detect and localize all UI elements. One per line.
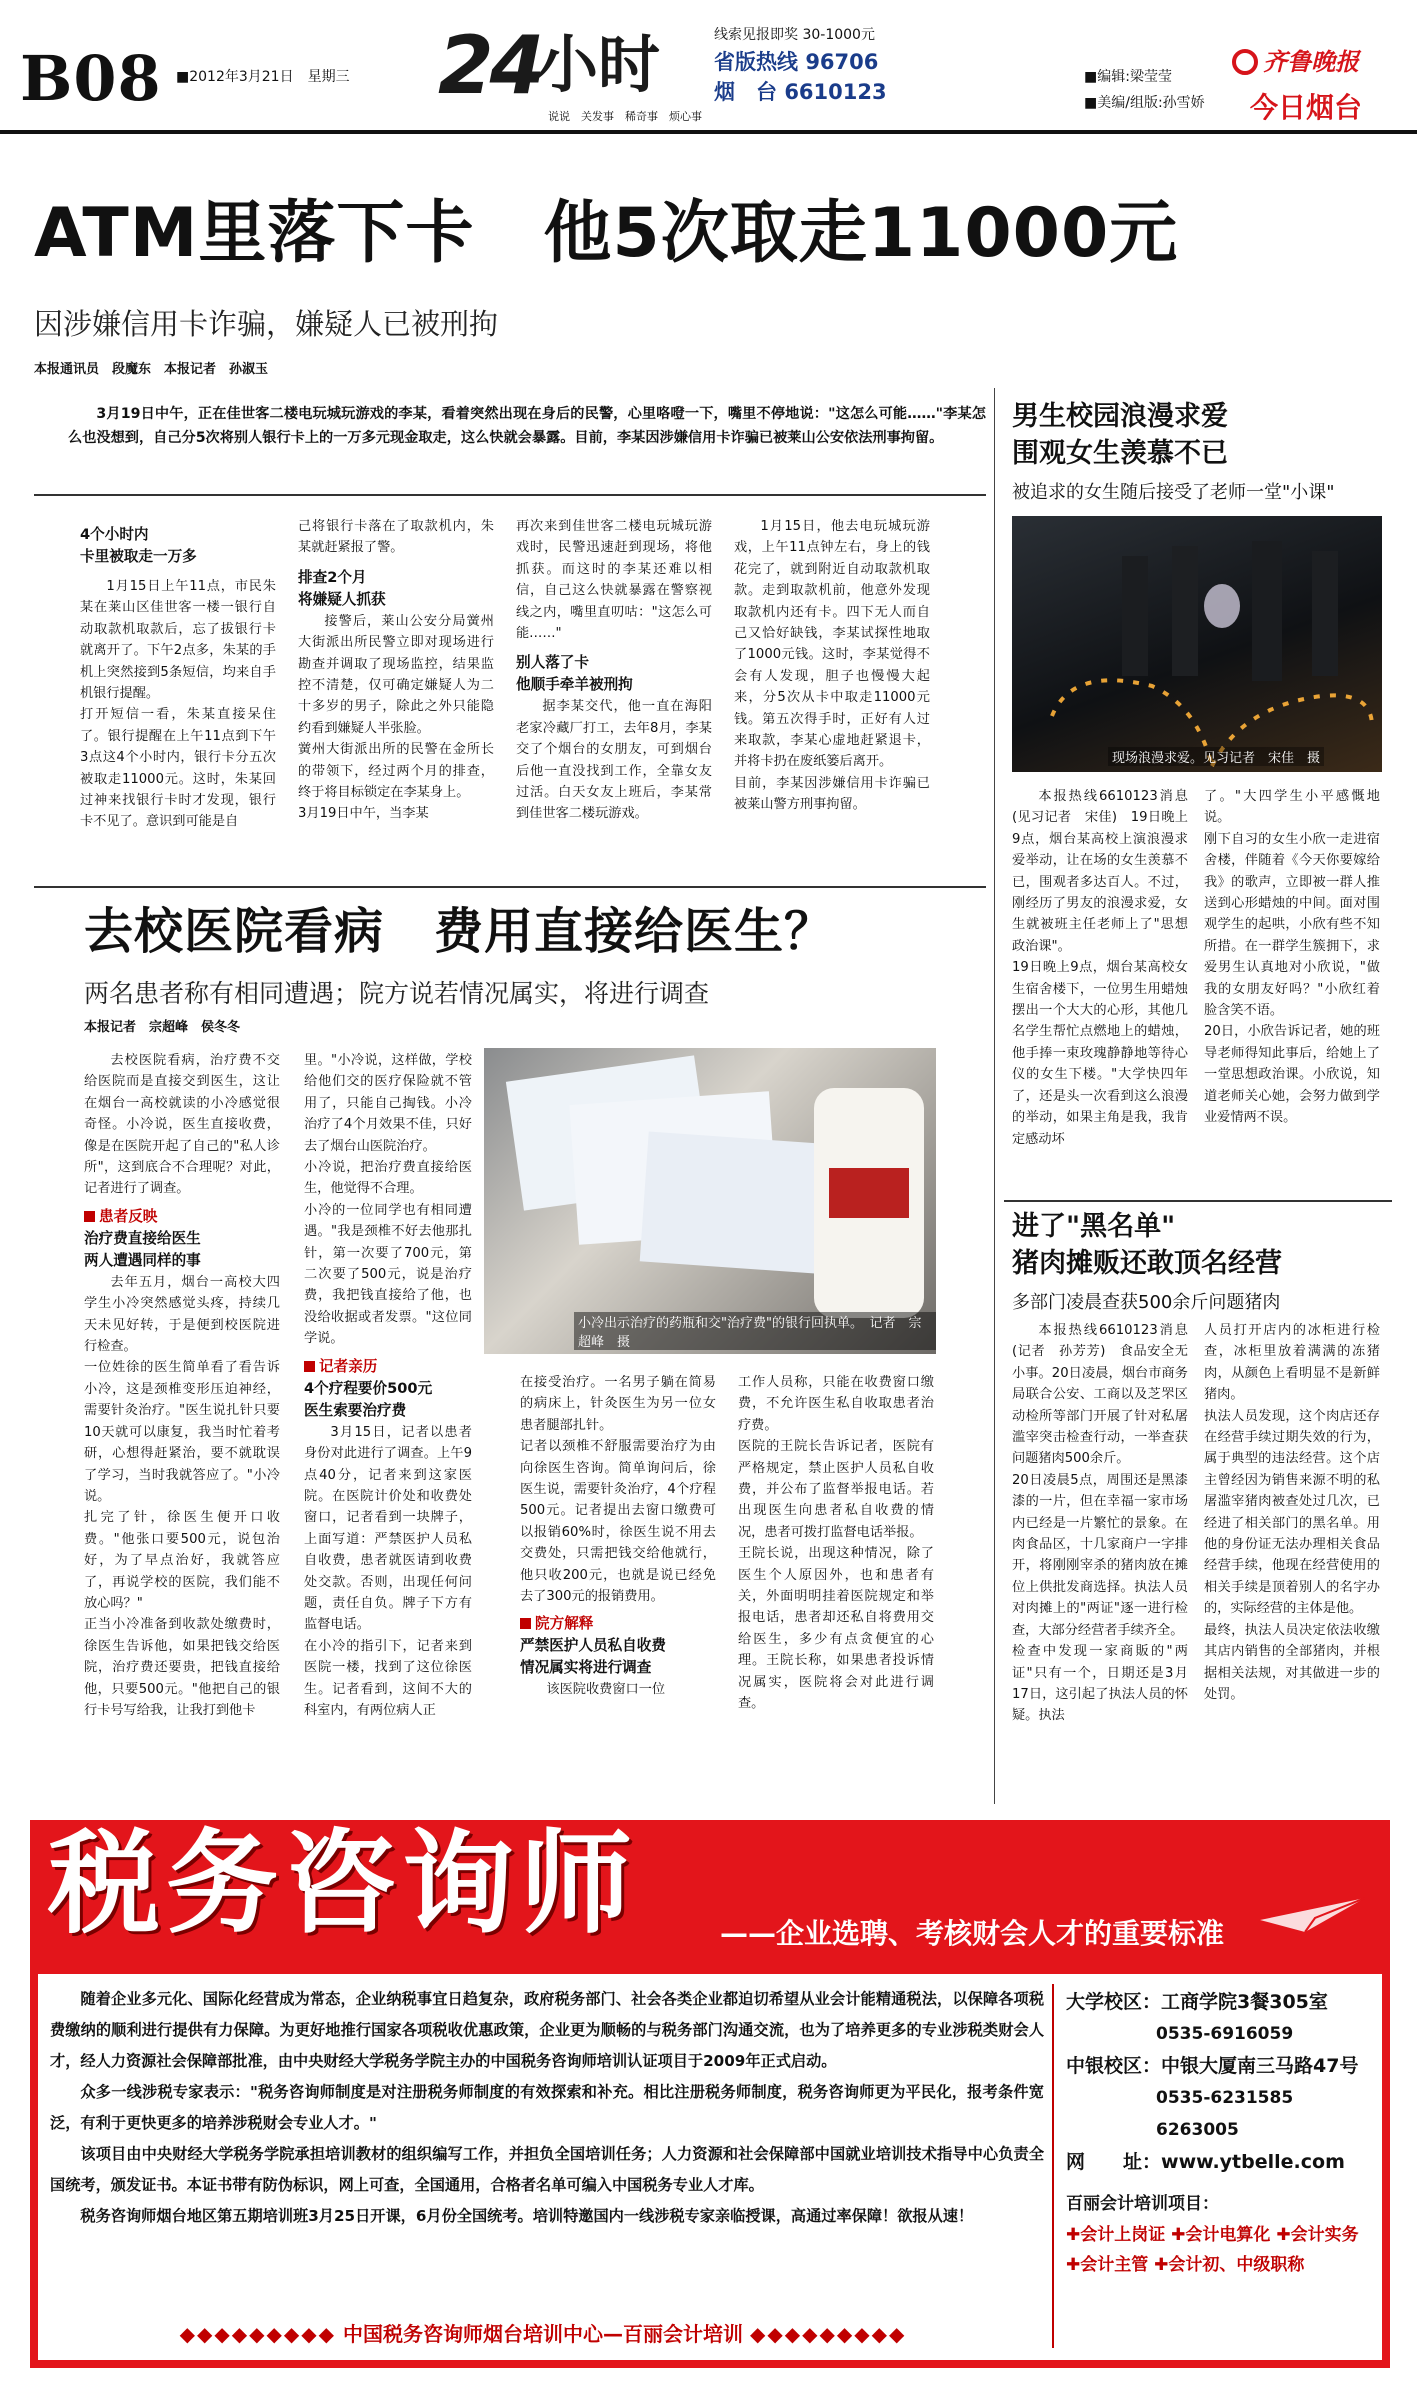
article4-col-4 xyxy=(738,1372,934,1802)
ad-contact-divider xyxy=(1052,1984,1054,2348)
article3-subhead: 多部门凌晨查获500余斤问题猪肉 xyxy=(1012,1292,1281,1313)
campus-2-phone: 0535-6231585 6263005 xyxy=(1156,2088,1294,2140)
projects-list xyxy=(1066,2220,1376,2280)
article1-lead-rule xyxy=(34,494,986,496)
ad-frame xyxy=(30,1820,1390,2368)
paper-logo-icon xyxy=(1232,49,1258,75)
section-logo xyxy=(438,20,708,124)
article2-col-2-text: 了。"大四学生小平感慨地说。 刚下自习的女生小欣一走进宿舍楼，伴随着《今天你要嫁给我》的歌声，立即被一群人推送到心形蜡烛的中间。面对围观学生的起哄，小欣有些不知所措。在一群学生簇拥下，求爱男生认真地对小欣说，"做我的女朋友好吗？"小欣红着脸含笑不语。 20日，小欣告诉记者，她的班导老师得知此事后，给她上了一堂思想政治课。小欣说，知道老师关心她，会努力做到学业爱情两不误。 xyxy=(1204,789,1380,1126)
candle-heart-image xyxy=(1012,516,1382,772)
masthead-rule xyxy=(0,130,1417,134)
hotline-1 xyxy=(714,46,878,76)
edition-name: 今日烟台 xyxy=(1250,91,1363,124)
page-number: B08 xyxy=(20,42,162,115)
ad-text xyxy=(50,1984,1044,2232)
article4-headline: 去校医院看病 费用直接给医生？ xyxy=(84,903,835,960)
campus-1-phone: 0535-6916059 xyxy=(1156,2024,1294,2044)
project-item: ✚会计实务 xyxy=(1276,2225,1359,2245)
masthead xyxy=(0,0,1417,134)
article1-col-2 xyxy=(298,516,494,876)
editor-credit: ■编辑:梁莹莹 xyxy=(1084,69,1172,85)
campus-1-address: 工商学院3餐305室 xyxy=(1161,1991,1328,2013)
issue-date: ■2012年3月21日 星期三 xyxy=(176,69,350,85)
ad-paragraph-4: 税务咨询师烟台地区第五期培训班3月25日开课，6月份全国统考。培训特邀国内一线涉税专家亲临授课，高通过率保障！欲报从速！ xyxy=(80,2207,974,2225)
reward-note: 线索见报即奖 30-1000元 xyxy=(714,27,875,43)
hotline-2-label: 烟 台 xyxy=(714,80,777,104)
article2-photo xyxy=(1012,516,1382,772)
receipts-image xyxy=(484,1048,936,1354)
logo-text: 小时 xyxy=(536,28,661,101)
project-item: ✚会计主管 xyxy=(1066,2255,1149,2275)
article4-byline: 本报记者 宗超峰 侯冬冬 xyxy=(84,1020,241,1035)
article4-col-3-text-b: 该医院收费窗口一位 xyxy=(546,1682,666,1698)
ad-title: 税务咨询师 xyxy=(48,1818,638,1949)
projects-title: 百丽会计培训项目： xyxy=(1066,2194,1219,2214)
hotline-2 xyxy=(714,76,887,106)
ad-footer-dots-left: ◆◆◆◆◆◆◆◆◆ xyxy=(179,2322,337,2346)
article3-headline: 进了"黑名单" 猪肉摊贩还敢顶名经营 xyxy=(1012,1211,1282,1279)
ad-paragraph-2: 众多一线涉税专家表示："税务咨询师制度是对注册税务师制度的有效探索和补充。相比注册税务师制度，税务咨询师更为平民化，报考条件宽泛，有利于更快更多的培养涉税财会专业人才。" xyxy=(50,2083,1044,2132)
campus-1 xyxy=(1066,1986,1376,2018)
article1-headline: ATM里落下卡 他5次取走11000元 xyxy=(34,194,1179,273)
article1-bottom-rule xyxy=(34,886,986,888)
article3-col-2-text: 人员打开店内的冰柜进行检查，冰柜里放着满满的冻猪肉，从颜色上看明显不是新鲜猪肉。 执法人员发现，这个肉店还存在经营手续过期失效的行为，属于典型的违法经营。这个店主曾经因为销售来源不明的私屠滥宰猪肉被查处过几次，已经进了相关部门的黑名单。用他的身份证无法办理相关食品经营手续，他现在经营使用的相关手续是顶着别人的名字办的，实际经营的主体是他。 最终，执法人员决定依法收缴其店内销售的全部猪肉，并根据相关法规，对其做进一步的处罚。 xyxy=(1204,1323,1380,1702)
article3-col-1-text: 本报热线6610123消息(记者 孙芳芳) 食品安全无小事。20日凌晨，烟台市商务局联合公安、工商以及芝罘区动检所等部门开展了针对私屠滥宰突击检查行动，一举查获问题猪肉500余斤。 20日凌晨5点，周围还是黑漆漆的一片，但在幸福一家市场内已经是一片繁忙的景象。在肉食品区，十几家商户一字排开，将刚刚宰杀的猪肉放在摊位上供批发商选择。执法人员对肉摊上的"两证"逐一进行检查，大部分经营者手续齐全。 检查中发现一家商販的"两证"只有一个，日期还是3月17日，这引起了执法人员的怀疑。执法 xyxy=(1012,1323,1188,1724)
designer-credit: ■美编/组版:孙雪娇 xyxy=(1084,95,1205,111)
article4-tag-2: 记者亲历 xyxy=(304,1356,472,1378)
ad-body xyxy=(38,1974,1382,2360)
ad-contact-panel xyxy=(1066,1986,1376,2280)
article1-lead xyxy=(68,402,986,450)
article4-photo-caption: 小冷出示治疗的药瓶和交"治疗费"的银行回执单。 记者 宗超峰 摄 xyxy=(574,1312,936,1350)
article4-subhead-1: 治疗费直接给医生 两人遭遇同样的事 xyxy=(84,1229,201,1269)
article1-col-4-text: 1月15日，他去电玩城玩游戏，上午11点钟左右，身上的钱花完了，就到附近自动取款机取款。走到取款机前，他意外发现取款机内还有卡。四下无人而自己又恰好缺钱，李某试探性地取了1000元钱。这时，李某觉得不会有人发现，胆子也慢慢大起来，分5次从卡中取走11000元钱。第五次得手时，正好有人过来取款，李某心虚地赶紧退卡，并将卡扔在废纸篓后离开。 目前，李某因涉嫌信用卡诈骗已被莱山警方刑事拘留。 xyxy=(734,519,930,813)
article1-subhead: 因涉嫌信用卡诈骗，嫌疑人已被刑拘 xyxy=(34,307,499,341)
ad-paragraph-1: 随着企业多元化、国际化经营成为常态，企业纳税事宜日趋复杂，政府税务部门、社会各类企业都迫切希望从业会计能精通税法，以保障各项税费缴纳的顺利进行提供有力保障。为更好地推行国家各项税收优惠政策，企业更为顺畅的与税务部门沟通交流，也为了培养更多的专业涉税类财会人才，经人力资源社会保障部批准，由中央财经大学税务学院主办的中国税务咨询师培训认证项目于2009年正式启动。 xyxy=(50,1990,1044,2070)
hotline-2-number: 6610123 xyxy=(784,80,887,104)
article4-col-3 xyxy=(520,1372,716,1802)
logo-number: 24 xyxy=(438,19,542,112)
article3-col-1 xyxy=(1012,1320,1188,1802)
article1-col-3-text: 据李某交代，他一直在海阳老家冷藏厂打工，去年8月，李某交了个烟台的女朋友，可到烟台后他一直没找到工作，全靠女友过活。白天女友上班后，李某常到佳世客二楼玩游戏。 xyxy=(516,699,712,822)
article4-subhead-3: 严禁医护人员私自收费 情况属实将进行调查 xyxy=(520,1637,666,1677)
paper-logo xyxy=(1232,42,1359,77)
article2-photo-caption: 现场浪漫求爱。见习记者 宋佳 摄 xyxy=(1108,747,1324,766)
hotline-1-label: 省版热线 xyxy=(714,50,798,74)
project-item: ✚会计电算化 xyxy=(1171,2225,1271,2245)
article1-col-2-cont: 己将银行卡落在了取款机内，朱某就赶紧报了警。 xyxy=(298,519,494,556)
ad-footer-text: 中国税务咨询师烟台培训中心—百丽会计培训 xyxy=(343,2322,743,2346)
article1-subhead-1: 4个小时内 卡里被取走一万多 xyxy=(80,526,197,565)
project-item: ✚会计上岗证 xyxy=(1066,2225,1166,2245)
article4-subhead: 两名患者称有相同遭遇；院方说若情况属实，将进行调查 xyxy=(84,979,710,1008)
website xyxy=(1066,2146,1376,2178)
article1-byline: 本报通讯员 段魔东 本报记者 孙淑玉 xyxy=(34,362,269,377)
article4-subhead-2: 4个疗程要价500元 医生索要治疗费 xyxy=(304,1379,433,1419)
article4-col-1-intro: 去校医院看病，治疗费不交给医院而是直接交到医生，这让在烟台一高校就读的小冷感觉很奇怪。小冷说，医生直接收费，像是在医院开起了自己的"私人诊所"，这到底合不合理呢？对此，记者进行了调查。 xyxy=(84,1053,280,1197)
article1-col-3-cont: 再次来到佳世客二楼电玩城玩游戏时，民警迅速赶到现场，将他抓获。而这时的李某还难以相信，自己这么快就暴露在警察视线之内，嘴里直叨咕："这怎么可能……" xyxy=(516,519,712,642)
article2-headline: 男生校园浪漫求爱 围观女生羡慕不已 xyxy=(1012,401,1228,469)
website-url[interactable]: www.ytbelle.com xyxy=(1161,2151,1345,2173)
ad-slogan: ——企业选聘、考核财会人才的重要标准 xyxy=(720,1917,1225,1950)
article4-col-3-text: 在接受治疗。一名男子躺在简易的病床上，针灸医生为另一位女患者腿部扎针。 记者以颈椎不舒服需要治疗为由向徐医生咨询。简单询问后，徐医生说，需要针灸治疗，4个疗程500元。记者提出去窗口缴费可以报销60%时，徐医生说不用去交费处，只需把钱交给他就行，他只收200元，也就是说已经免去了300元的报销费用。 xyxy=(520,1375,716,1605)
project-item: ✚会计初、中级职称 xyxy=(1154,2255,1305,2275)
ad-footer-dots-right: ◆◆◆◆◆◆◆◆◆ xyxy=(749,2322,907,2346)
ad-paragraph-3: 该项目由中央财经大学税务学院承担培训教材的组织编写工作，并担负全国培训任务；人力资源和社会保障部中国就业培训技术指导中心负责全国统考，颁发证书。本证书带有防伪标识，网上可查，全国通用，合格者名单可编入中国税务专业人才库。 xyxy=(50,2145,1044,2194)
article2-bottom-rule xyxy=(1004,1200,1392,1202)
right-column-divider xyxy=(994,388,995,1804)
website-label: 网 址： xyxy=(1066,2151,1162,2173)
article1-col-1-text: 1月15日上午11点，市民朱某在莱山区佳世客一楼一银行自动取款机取款后，忘了拔银行卡就离开了。下午2点多，朱某的手机上突然接到5条短信，均来自手机银行提醒。 打开短信一看，朱某直接呆住了。银行提醒在上午11点到下午3点这4个小时内，银行卡分五次被取走11000元。这时，朱某回过神来找银行卡时才发现，银行卡不见了。意识到可能是自 xyxy=(80,579,276,830)
logo-tagline: 说说 关发事 稀奇事 烦心事 xyxy=(548,110,702,123)
article4-col-1 xyxy=(84,1050,280,1802)
article1-lead-text: 3月19日中午，正在佳世客二楼电玩城玩游戏的李某，看着突然出现在身后的民警，心里咯噔一下，嘴里不停地说："这怎么可能……"李某怎么也没想到，自己分5次将别人银行卡上的一万多元现金取走，这么快就会暴露。目前，李某因涉嫌信用卡诈骗已被莱山公安依法刑事拘留。 xyxy=(68,406,986,446)
campus-1-label: 大学校区： xyxy=(1066,1991,1162,2013)
article2-col-1 xyxy=(1012,786,1188,1196)
article4-col-2-text-b: 3月15日，记者以患者身份对此进行了调查。上午9点40分，记者来到这家医院。在医院计价处和收费处窗口，记者看到一块牌子，上面写道：严禁医护人员私自收费，患者就医请到收费处交款。否则，出现任何问题，责任自负。牌子下方有监督电话。 在小冷的指引下，记者来到医院一楼，找到了这位徐医生。记者看到，这间不大的科室内，有两位病人正 xyxy=(304,1424,472,1718)
article1-col-1 xyxy=(80,524,276,876)
paper-name: 齐鲁晚报 xyxy=(1263,48,1360,76)
article4-col-2 xyxy=(304,1050,472,1802)
article4-col-1-text: 去年五月，烟台一高校大四学生小冷突然感觉头疼，持续几天未见好转，于是便到校医院进行检查。 一位姓徐的医生简单看了看告诉小冷，这是颈椎变形压迫神经，需要针灸治疗。"医生说扎针只要10天就可以康复，我当时忙着考研，心想得赶紧治，要不就耽误了学习，当时我就答应了。"小冷说。 扎完了针，徐医生便开口收费。"他张口要500元，说包治好，为了早点治好，我就答应了，再说学校的医院，我们能不放心吗？" 正当小冷准备到收款处缴费时，徐医生告诉他，如果把钱交给医院，治疗费还要贵，把钱直接给他，只要500元。"他把自己的银行卡号写给我，让我打到他卡 xyxy=(84,1274,280,1718)
article2-col-2 xyxy=(1204,786,1380,1196)
article4-tag-3: 院方解释 xyxy=(520,1613,716,1635)
article1-subhead-3: 别人落了卡 他顺手牵羊被刑拘 xyxy=(516,654,633,694)
article4-photo xyxy=(484,1048,936,1354)
article1-subhead-2: 排查2个月 将嫌疑人抓获 xyxy=(298,568,386,608)
article1-col-3 xyxy=(516,516,712,876)
ad-footer xyxy=(48,2318,1038,2347)
article3-col-2 xyxy=(1204,1320,1380,1802)
campus-2-address: 中银大厦南三马路47号 xyxy=(1161,2055,1359,2077)
article2-subhead: 被追求的女生随后接受了老师一堂"小课" xyxy=(1012,482,1335,503)
article4-tag-1: 患者反映 xyxy=(84,1206,280,1228)
article4-col-4-text: 工作人员称，只能在收费窗口缴费，不允许医生私自收取患者治疗费。 医院的王院长告诉记者，医院有严格规定，禁止医护人员私自收费，并公布了监督举报电话。若出现医生向患者私自收费的情况，患者可拨打监督电话举报。 王院长说，出现这种情况，除了医生个人原因外，也和患者有关，外面明明挂着医院规定和举报电话，患者却还私自将费用交给医生，多少有点贪便宜的心理。王院长称，如果患者投诉情况属实，医院将会对此进行调查。 xyxy=(738,1375,934,1712)
article1-col-4 xyxy=(734,516,930,876)
article4-col-2-text: 里。"小冷说，这样做，学校给他们交的医疗保险就不管用了，只能自己掏钱。小冷治疗了4个月效果不佳，只好去了烟台山医院治疗。 小冷说，把治疗费直接给医生，他觉得不合理。 小冷的一位同学也有相同遭遇。"我是颈椎不好去他那扎针，第一次要了700元，第二次要了500元，说是治疗费，我把钱直接给了他，也没给收据或者发票。"这位同学说。 xyxy=(304,1053,472,1347)
article1-col-2-text: 接警后，莱山公安分局黉州大街派出所民警立即对现场进行勘查并调取了现场监控，结果监控不清楚，仅可确定嫌疑人为二十多岁的男子，除此之外只能隐约看到嫌疑人半张脸。 黉州大街派出所的民警在金所长的带领下，经过两个月的排查，终于将目标锁定在李某身上。 3月19日中午，当李某 xyxy=(298,613,494,822)
campus-2 xyxy=(1066,2050,1376,2082)
campus-2-label: 中银校区： xyxy=(1066,2055,1162,2077)
hotline-1-number: 96706 xyxy=(805,50,879,74)
article2-col-1-text: 本报热线6610123消息(见习记者 宋佳) 19日晚上9点，烟台某高校上演浪漫求爱举动，让在场的女生羡慕不已，围观者多达百人。不过，刚经历了男友的浪漫求爱，女生就被班主任老师上了"思想政治课"。 19日晚上9点，烟台某高校女生宿舍楼下，一位男生用蜡烛摆出一个大大的心形，其他几名学生帮忙点燃地上的蜡烛，他手捧一束玫瑰静静地等待心仪的女生下楼。"大学快四年了，还是头一次看到这么浪漫的举动，如果主角是我，我肯定感动坏 xyxy=(1012,789,1188,1147)
paper-plane-icon xyxy=(1260,1890,1370,1940)
